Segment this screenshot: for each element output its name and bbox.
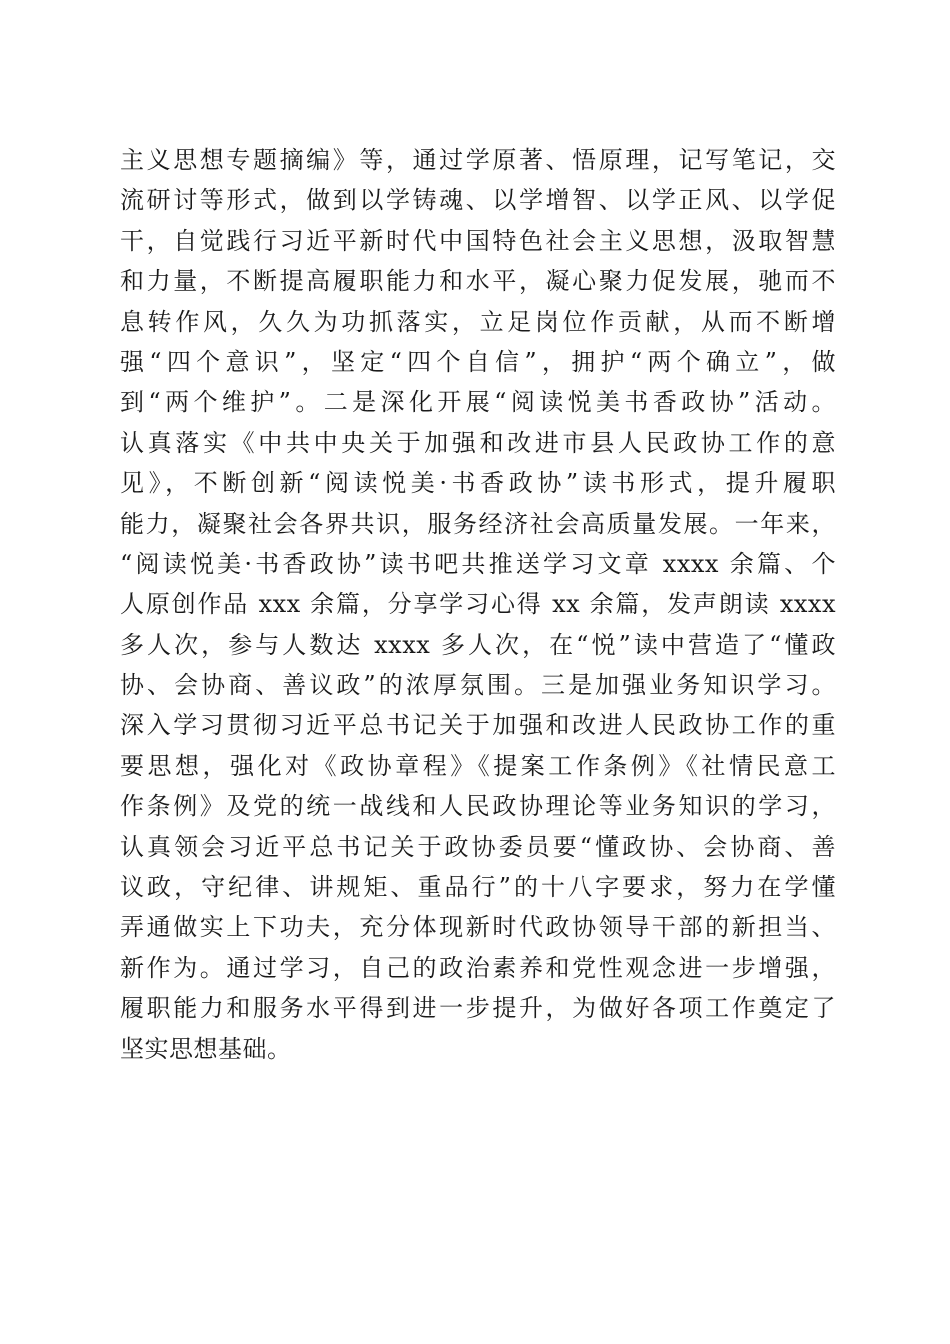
text-line: 和力量，不断提高履职能力和水平，凝心聚力促发展，驰而不 [120, 267, 836, 296]
text-line: 能力，凝聚社会各界共识，服务经济社会高质量发展。一年来， [120, 509, 836, 538]
text-line: 认真落实《中共中央关于加强和改进市县人民政协工作的意 [120, 428, 836, 457]
text-line: 要思想，强化对《政协章程》《提案工作条例》《社情民意工 [120, 751, 836, 780]
text-line: 协、会协商、善议政”的浓厚氛围。三是加强业务知识学习。 [120, 671, 836, 700]
text-line: “阅读悦美·书香政协”读书吧共推送学习文章 xxxx 余篇、个 [120, 549, 836, 578]
text-line: 议政，守纪律、讲规矩、重品行”的十八字要求，努力在学懂 [120, 873, 836, 902]
text-line: 坚实思想基础。 [120, 1034, 292, 1063]
text-line: 到“两个维护”。二是深化开展“阅读悦美书香政协”活动。 [120, 388, 836, 417]
text-line: 强“四个意识”，坚定“四个自信”，拥护“两个确立”，做 [120, 347, 836, 376]
text-line: 认真领会习近平总书记关于政协委员要“懂政协、会协商、善 [120, 832, 836, 861]
text-line: 弄通做实上下功夫，充分体现新时代政协领导干部的新担当、 [120, 913, 836, 942]
text-line: 人原创作品 xxx 余篇，分享学习心得 xx 余篇，发声朗读 xxxx [120, 590, 836, 619]
text-line: 多人次，参与人数达 xxxx 多人次，在“悦”读中营造了“懂政 [120, 630, 836, 659]
text-line: 主义思想专题摘编》等，通过学原著、悟原理，记写笔记，交 [120, 146, 836, 174]
text-line: 流研讨等形式，做到以学铸魂、以学增智、以学正风、以学促 [120, 186, 836, 215]
text-line: 履职能力和服务水平得到进一步提升，为做好各项工作奠定了 [120, 994, 836, 1023]
text-line: 新作为。通过学习，自己的政治素养和党性观念进一步增强， [120, 953, 836, 982]
body-paragraph [120, 140, 836, 1069]
text-line: 见》，不断创新“阅读悦美·书香政协”读书形式，提升履职 [120, 469, 836, 498]
text-line: 作条例》及党的统一战线和人民政协理论等业务知识的学习， [120, 792, 836, 821]
text-line: 干，自觉践行习近平新时代中国特色社会主义思想，汲取智慧 [120, 226, 836, 255]
text-line: 深入学习贯彻习近平总书记关于加强和改进人民政协工作的重 [120, 711, 836, 740]
text-line: 息转作风，久久为功抓落实，立足岗位作贡献，从而不断增 [120, 307, 836, 336]
